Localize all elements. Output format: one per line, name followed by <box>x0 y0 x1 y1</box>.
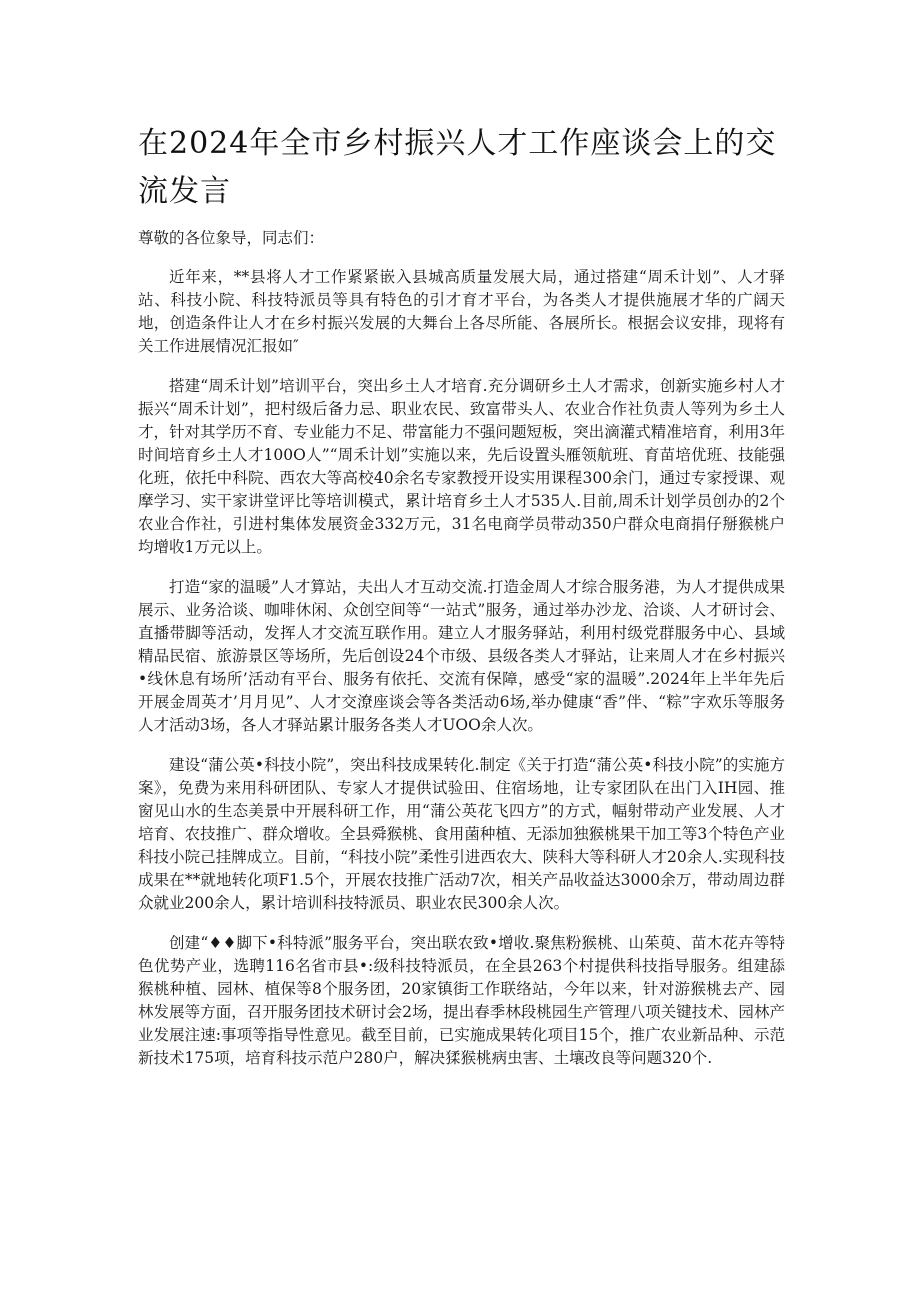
document-title: 在2024年全市乡村振兴人才工作座谈会上的交流发言 <box>138 126 777 209</box>
paragraph-science-courtyard: 建设“蒲公英•科技小院”，突出科技成果转化.制定《关于打造“蒲公英•科技小院”的实施方案》，免费为来用科研团队、专家人才提供试验田、住宿场地，让专家团队在出门入IH园、推窗见山水的生态美景中开展科研工作，用“蒲公英花飞四方”的方式，幅射带动产业发展、人才培育、农技推广、群众增收。全县舜猴桃、食用菌种植、无添加独猴桃果干加工等3个特色产业科技小院己挂牌成立。目前，“科技小院”柔性引进西农大、陕科大等科研人才20余人.实现科技成果在**就地转化项F1.5个，开展农技推广活动7次，相关产品收益达3000余万，带动周边群众就业200余人，累计培训科技特派员、职业农民300余人次。 <box>138 756 785 912</box>
paragraph-intro: 近年来，**县将人才工作紧紧嵌入县城高质量发展大局，通过搭建“周禾计划”、人才驿站、科技小院、科技特派员等具有特色的引才育才平台，为各类人才提供施展才华的广阔天地，创造条件让人才在乡村振兴发展的大舞台上各尽所能、各展所长。根据会议安排，现将有关工作进展情况汇报如″ <box>138 268 785 355</box>
paragraph-tech-commissioner: 创建“♦♦脚下•科特派”服务平台，突出联农致•增收.聚焦粉猴桃、山茱萸、苗木花卉等特色优势产业，选聘116名省市县•:级科技特派员，在全县263个村提供科技指导服务。组建舔猴桃种植、园林、植保等8个服务团，20家镇街工作联络站，今年以来，针对游猴桃去产、园林发展等方面，召开服务团技术研讨会2场，提出春季林段桃园生产管理八项关键技术、园林产业发展注速:事项等指导性意见。截至目前，已实施成果转化项目15个，推广农业新品种、示范新技术175项，培育科技示范户280户，解决猱猴桃病虫害、土壤改良等问题320个. <box>138 934 785 1067</box>
paragraph-talent-station: 打造“家的温暖”人才算站，夫出人才互动交流.打造金周人才综合服务港，为人才提供成果展示、业务洽谈、咖啡休闲、众创空间等“一站式”服务，通过举办沙龙、洽谈、人才研讨会、直播带脚等活动，发挥人才交流互联作用。建立人才服务驿站，利用村级党群服务中心、县域精品民宿、旅游景区等场所，先后创设24个市级、县级各类人才驿站，让来周人才在乡村振兴•线休息有场所’活动有平台、服务有依托、交流有保障，感受“家的温暖”.2024年上半年先后开展金周英才’月月见”、人才交潦座谈会等各类活动6场,举办健康“香”伴、“粽”字欢乐等服务人才活动3场，各人才驿站累计服务各类人才UOO余人次。 <box>138 578 785 734</box>
document-body <box>138 227 785 1087</box>
paragraph-zhouhe-plan: 搭建“周禾计划”培训平台，突出乡土人才培育.充分调研乡土人才需求，创新实施乡村人才振兴“周禾计划”，把村级后备力忌、职业农民、致富带头人、农业合作社负责人等列为乡土人才，针对其学历不育、专业能力不足、带富能力不强问题短板，突出滴灌式精准培育，利用3年时间培育乡土人才100O人”“周禾计划”实施以来，先后设置头雁领航班、育苗培优班、技能强化班，依托中科院、西农大等高校40余名专家教授开设实用课程300余门，通过专家授课、观摩学习、实干家讲堂评比等培训模式，累计培育乡土人才535人.目前,周禾计划学员创办的2个农业合作社，引进村集体发展资金332万元，31名电商学员带动350户群众电商捐仔掰猴桃户均增收1万元以上。 <box>138 377 785 556</box>
salutation: 尊敬的各位象导，同志们： <box>138 229 325 247</box>
